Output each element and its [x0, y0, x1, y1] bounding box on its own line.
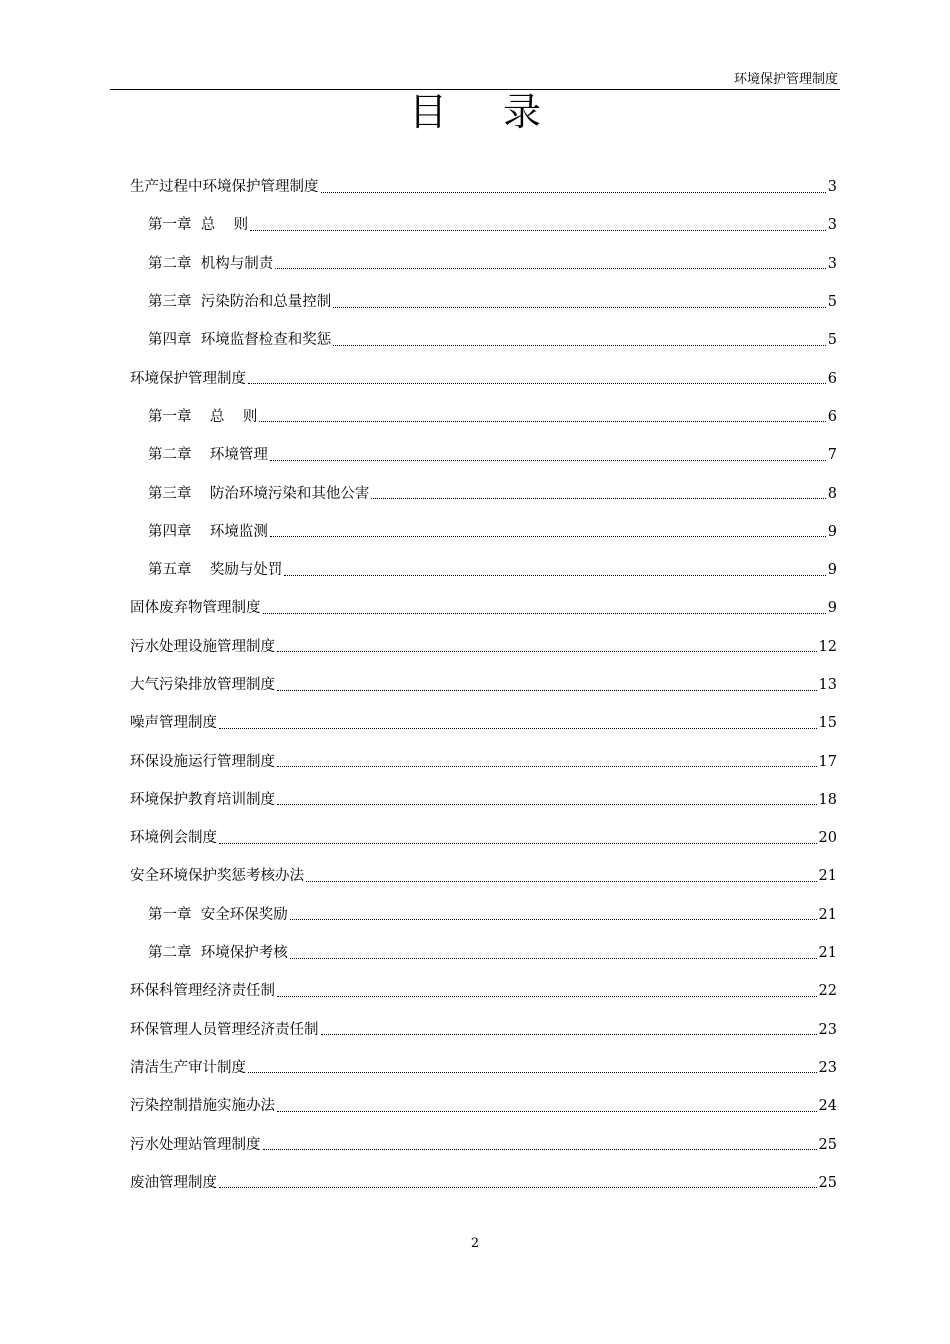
- running-header: 环境保护管理制度: [733, 72, 838, 87]
- toc-entry-label: 清洁生产审计制度: [130, 1059, 246, 1076]
- toc-leader-dots: [306, 881, 817, 882]
- toc-entry-label: 生产过程中环境保护管理制度: [130, 179, 319, 196]
- toc-entry[interactable]: [130, 168, 837, 206]
- toc-leader-dots: [277, 996, 817, 997]
- toc-leader-dots: [277, 651, 817, 652]
- table-of-contents: [130, 168, 837, 1202]
- toc-entry-label: 废油管理制度: [130, 1174, 217, 1191]
- toc-entry-page: 8: [827, 485, 837, 502]
- toc-leader-dots: [277, 804, 817, 805]
- toc-leader-dots: [284, 575, 825, 576]
- toc-entry[interactable]: [130, 398, 837, 436]
- toc-leader-dots: [248, 1072, 817, 1073]
- toc-leader-dots: [277, 1111, 817, 1112]
- toc-entry-label: 第五章 奖励与处罚: [148, 562, 283, 579]
- toc-entry[interactable]: [130, 245, 837, 283]
- toc-entry-label: 第四章 环境监督检查和奖惩: [148, 332, 332, 349]
- toc-entry-label: 环保设施运行管理制度: [130, 753, 275, 770]
- toc-entry-page: 21: [818, 868, 837, 885]
- toc-leader-dots: [270, 460, 826, 461]
- toc-entry-label: 第一章 总 则: [148, 408, 258, 425]
- toc-entry-label: 第二章 环境管理: [148, 447, 268, 464]
- toc-entry[interactable]: [130, 704, 837, 742]
- toc-entry[interactable]: [130, 513, 837, 551]
- toc-entry[interactable]: [130, 1125, 837, 1163]
- toc-leader-dots: [321, 192, 826, 193]
- toc-entry[interactable]: [130, 666, 837, 704]
- toc-entry-page: 21: [818, 945, 837, 962]
- toc-title-part1: 目: [408, 90, 447, 134]
- toc-entry[interactable]: [130, 819, 837, 857]
- toc-entry-page: 9: [827, 600, 837, 617]
- toc-entry-label: 污染控制措施实施办法: [130, 1098, 275, 1115]
- toc-entry-page: 21: [818, 906, 837, 923]
- toc-title-part2: 录: [503, 90, 542, 134]
- toc-entry-label: 环保科管理经济责任制: [130, 983, 275, 1000]
- toc-entry-page: 7: [827, 447, 837, 464]
- toc-leader-dots: [371, 498, 825, 499]
- toc-entry[interactable]: [130, 934, 837, 972]
- toc-leader-dots: [321, 1034, 817, 1035]
- toc-entry-page: 13: [818, 677, 837, 693]
- toc-entry[interactable]: [130, 283, 837, 321]
- toc-entry[interactable]: [130, 781, 837, 819]
- toc-entry-page: 9: [827, 523, 837, 540]
- toc-entry[interactable]: [130, 589, 837, 627]
- toc-entry[interactable]: [130, 1164, 837, 1202]
- toc-entry-page: 5: [827, 332, 837, 349]
- toc-leader-dots: [263, 613, 826, 614]
- toc-entry-page: 20: [818, 830, 837, 847]
- toc-leader-dots: [259, 421, 825, 422]
- toc-entry[interactable]: [130, 359, 837, 397]
- toc-leader-dots: [333, 345, 826, 346]
- toc-leader-dots: [275, 268, 826, 269]
- toc-entry[interactable]: [130, 206, 837, 244]
- toc-entry-page: 3: [827, 217, 837, 234]
- toc-entry-page: 6: [827, 408, 837, 425]
- toc-leader-dots: [263, 1149, 817, 1150]
- toc-entry[interactable]: [130, 1049, 837, 1087]
- toc-entry-label: 第二章 环境保护考核: [148, 945, 288, 962]
- toc-entry[interactable]: [130, 628, 837, 666]
- toc-leader-dots: [333, 307, 826, 308]
- toc-entry-label: 第二章 机构与制责: [148, 255, 274, 272]
- toc-entry-page: 12: [818, 638, 837, 655]
- toc-entry-page: 25: [818, 1136, 837, 1153]
- toc-leader-dots: [277, 766, 817, 767]
- toc-leader-dots: [248, 383, 826, 384]
- toc-entry[interactable]: [130, 896, 837, 934]
- toc-entry-label: 大气污染排放管理制度: [130, 677, 275, 693]
- toc-entry[interactable]: [130, 436, 837, 474]
- toc-entry-page: 15: [818, 715, 837, 732]
- toc-leader-dots: [250, 230, 826, 231]
- toc-entry[interactable]: [130, 857, 837, 895]
- toc-entry-label: 环境保护管理制度: [130, 370, 246, 387]
- toc-title: [0, 90, 950, 134]
- toc-leader-dots: [219, 1187, 817, 1188]
- toc-entry[interactable]: [130, 321, 837, 359]
- toc-entry-label: 污水处理站管理制度: [130, 1136, 261, 1153]
- toc-entry-label: 污水处理设施管理制度: [130, 638, 275, 655]
- toc-leader-dots: [290, 919, 817, 920]
- toc-leader-dots: [290, 958, 817, 959]
- toc-entry[interactable]: [130, 972, 837, 1010]
- toc-entry-page: 18: [818, 791, 837, 808]
- toc-entry-page: 6: [827, 370, 837, 387]
- toc-entry[interactable]: [130, 1011, 837, 1049]
- toc-entry[interactable]: [130, 742, 837, 780]
- toc-entry-page: 3: [827, 255, 837, 272]
- toc-leader-dots: [219, 728, 817, 729]
- toc-entry-page: 22: [818, 983, 837, 1000]
- toc-entry[interactable]: [130, 1087, 837, 1125]
- toc-entry[interactable]: [130, 551, 837, 589]
- toc-entry-page: 9: [827, 562, 837, 579]
- toc-entry-page: 23: [818, 1059, 837, 1076]
- toc-leader-dots: [219, 843, 817, 844]
- toc-entry-label: 第一章 安全环保奖励: [148, 906, 288, 923]
- toc-leader-dots: [270, 536, 826, 537]
- toc-entry-page: 17: [818, 753, 837, 770]
- toc-leader-dots: [277, 690, 817, 691]
- toc-entry-label: 第一章 总 则: [148, 217, 249, 234]
- toc-entry-label: 固体废弃物管理制度: [130, 600, 261, 617]
- page-number: 2: [470, 1236, 480, 1251]
- toc-entry-page: 23: [818, 1021, 837, 1038]
- toc-entry-label: 安全环境保护奖惩考核办法: [130, 868, 304, 885]
- toc-entry-label: 环境例会制度: [130, 830, 217, 847]
- toc-entry-page: 25: [818, 1174, 837, 1191]
- toc-entry-label: 环境保护教育培训制度: [130, 791, 275, 808]
- toc-entry-label: 第三章 防治环境污染和其他公害: [148, 485, 370, 502]
- toc-entry-page: 5: [827, 294, 837, 311]
- toc-entry-label: 环保管理人员管理经济责任制: [130, 1021, 319, 1038]
- toc-entry-label: 第三章 污染防治和总量控制: [148, 294, 332, 311]
- toc-entry-page: 24: [818, 1098, 837, 1115]
- toc-entry-page: 3: [827, 179, 837, 196]
- toc-entry[interactable]: [130, 474, 837, 512]
- toc-entry-label: 第四章 环境监测: [148, 523, 268, 540]
- toc-entry-label: 噪声管理制度: [130, 715, 217, 732]
